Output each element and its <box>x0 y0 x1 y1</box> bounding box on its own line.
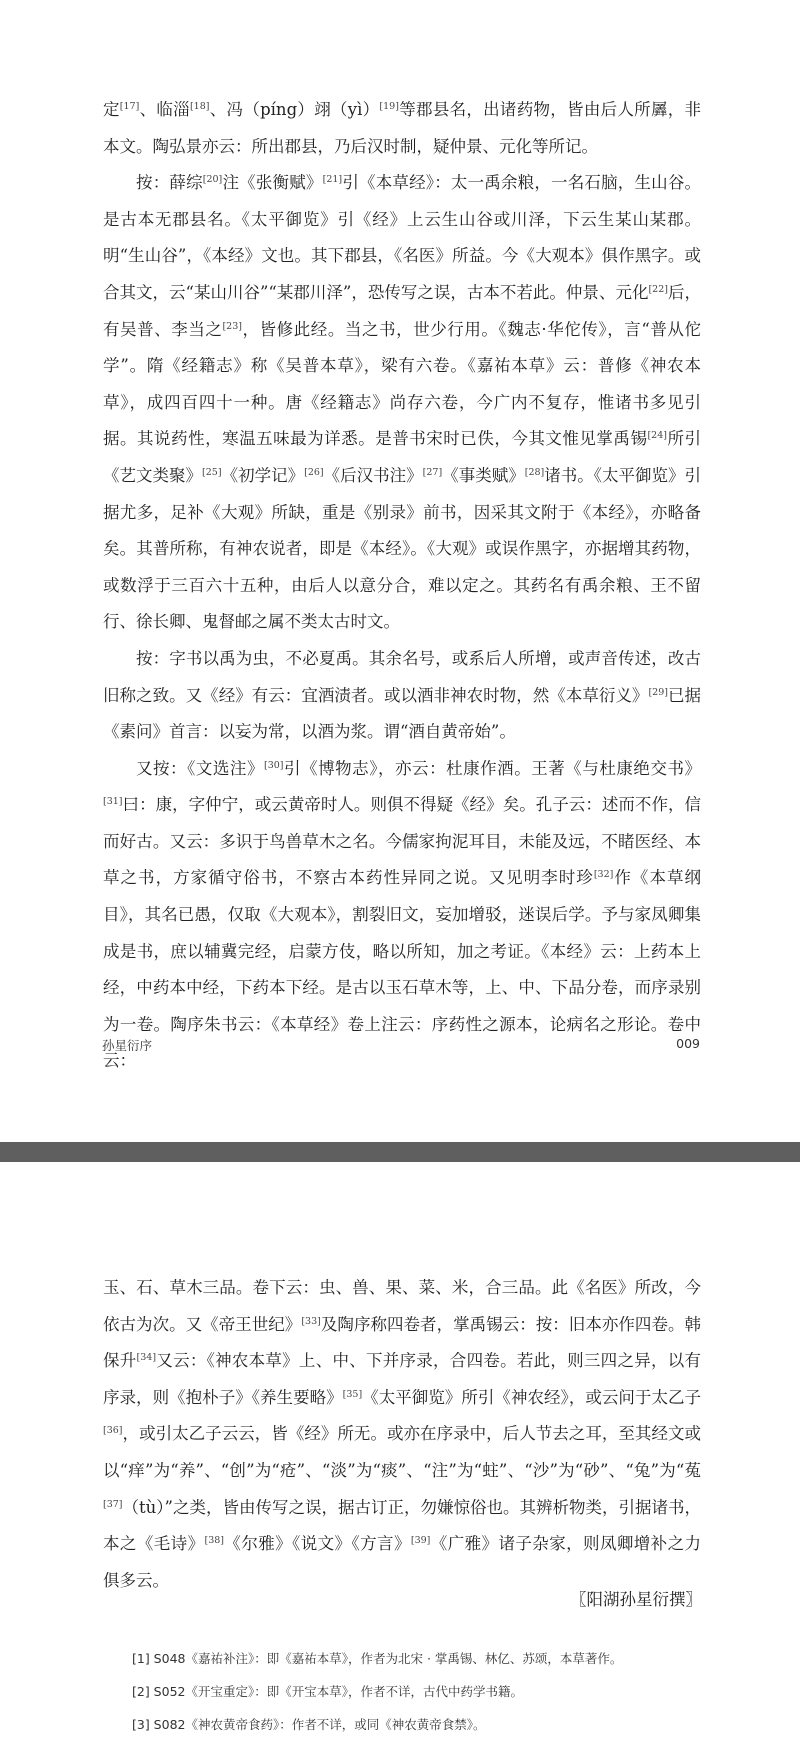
note-marker: [20] <box>202 174 223 186</box>
note-marker: [24] <box>647 430 667 442</box>
note-marker: [27] <box>422 466 443 478</box>
note-marker: [31] <box>103 796 123 808</box>
note-marker: [37] <box>103 1498 123 1510</box>
note-marker: [21] <box>322 174 343 186</box>
note-marker: [32] <box>593 869 614 881</box>
footnote-2: [2] S052《开宝重定》：即《开宝本草》，作者不详，古代中药学书籍。 <box>132 1684 523 1699</box>
footnote-1: [1] S048《嘉祐补注》：即《嘉祐本草》，作者为北宋 · 掌禹锡、林亿、苏颂，本草著作。 <box>132 1651 623 1666</box>
page-divider <box>0 1142 800 1162</box>
note-marker: [19] <box>379 101 399 112</box>
footnotes <box>132 1642 732 1741</box>
note-marker: [36] <box>103 1425 123 1437</box>
page-010 <box>0 1162 800 1752</box>
preface-body-text-continued <box>103 1270 701 1599</box>
note-marker: [35] <box>342 1388 363 1400</box>
note-marker: [28] <box>524 466 545 478</box>
paragraph-5: 玉、石、草木三品。卷下云：虫、兽、果、菜、米，合三品。此《名医》所改，今依古为次。又《帝王世纪》[33]及陶序称四卷者，掌禹锡云：按：旧本亦作四卷。韩保升[34]又云：《神农本草》上、中、下并序录，合四卷。若此，则三四之异，以有序录，则《抱朴子》《养生要略》[35]《太平御览》所引《神农经》，或云问于太乙子[36]，或引太乙子云云，皆《经》所无。或亦在序录中，后人节去之耳，至其经文或以“痒”为“养”、“创”为“疮”、“淡”为“痰”、“注”为“蛀”、“沙”为“砂”、“兔”为“菟[37]（tù）”之类，皆由传写之误，据古订正，勿嫌惊俗也。其辨析物类，引据诸书，本之《毛诗》[38]《尔雅》《说文》《方言》[39]《广雅》诸子杂家，则凤卿增补之力俱多云。 <box>103 1278 702 1590</box>
note-marker: [38] <box>204 1535 224 1547</box>
note-marker: [25] <box>202 466 222 478</box>
paragraph-3: 按：字书以禹为虫，不必夏禹。其余名号，或系后人所增，或声音传述，改古旧称之致。又《经》有云：宜酒渍者。或以酒非神农时物，然《本草衍义》[29]已据《素问》首言：以妄为常，以酒为浆。谓“酒自黄帝始”。 <box>103 648 702 742</box>
note-marker: [30] <box>264 759 284 771</box>
note-marker: [17] <box>119 101 140 112</box>
running-header: 孙星衍序 <box>102 1038 153 1053</box>
note-marker: [33] <box>301 1315 321 1327</box>
author-signature: 〖阳湖孙星衍撰〗 <box>570 1590 702 1609</box>
note-marker: [39] <box>410 1535 431 1547</box>
note-marker: [22] <box>648 283 668 295</box>
note-marker: [26] <box>304 466 324 478</box>
note-marker: [18] <box>189 101 210 112</box>
note-marker: [29] <box>648 686 668 698</box>
footnote-3: [3] S082《神农黄帝食药》：作者不详，或同《神农黄帝食禁》。 <box>132 1717 486 1732</box>
note-marker: [23] <box>222 320 242 332</box>
note-marker: [34] <box>136 1352 157 1364</box>
paragraph-4: 又按：《文选注》[30]引《博物志》，亦云：杜康作酒。王著《与杜康绝交书》[31]曰：康，字仲宁，或云黄帝时人。则俱不得疑《经》矣。孔子云：述而不作，信而好古。又云：多识于鸟兽草木之名。今儒家拘泥耳目，未能及远，不睹医经、本草之书，方家循守俗书，不察古本药性异同之说。又见明李时珍[32]作《本草纲目》，其名已愚，仅取《大观本》，割裂旧文，妄加增驳，迷误后学。予与家凤卿集成是书，庶以辅冀完经，启蒙方伎，略以所知，加之考证。《本经》云：上药本上经，中药本中经，下药本下经。是古以玉石草木等，上、中、下品分卷，而序录别为一卷。陶序朱书云：《本草经》卷上注云：序药性之源本，论病名之形论。卷中云： <box>103 758 702 1071</box>
paragraph-1: 定[17]、临淄[18]、冯（píng）翊（yì）[19]等郡县名，出诸药物，皆由后人所羼，非本文。陶弘景亦云：所出郡县，乃后汉时制，疑仲景、元化等所记。 <box>103 100 702 156</box>
preface-body-text <box>103 92 701 1080</box>
paragraph-2: 按：薛综[20]注《张衡赋》[21]引《本草经》：太一禹余粮，一名石脑，生山谷。是古本无郡县名。《太平御览》引《经》上云生山谷或川泽，下云生某山某郡。明“生山谷”，《本经》文也。其下郡县，《名医》所益。今《大观本》俱作黑字。或合其文，云“某山川谷”“某郡川泽”，恐传写之误，古本不若此。仲景、元化[22]后，有吴普、李当之[23]，皆修此经。当之书，世少行用。《魏志·华佗传》，言“普从佗学”。隋《经籍志》称《吴普本草》，梁有六卷。《嘉祐本草》云：普修《神农本草》，成四百四十一种。唐《经籍志》尚存六卷，今广内不复存，惟诸书多见引据。其说药性，寒温五味最为详悉。是普书宋时已佚，今其文惟见掌禹锡[24]所引《艺文类聚》[25]《初学记》[26]《后汉书注》[27]《事类赋》[28]诸书。《太平御览》引据尤多，足补《大观》所缺，重是《别录》前书，因采其文附于《本经》，亦略备矣。其普所称，有神农说者，即是《本经》。《大观》或误作黑字，亦据增其药物，或数浮于三百六十五种，由后人以意分合，难以定之。其药名有禹余粮、王不留行、徐长卿、鬼督邮之属不类太古时文。 <box>103 173 702 632</box>
page-number: 009 <box>676 1036 700 1051</box>
